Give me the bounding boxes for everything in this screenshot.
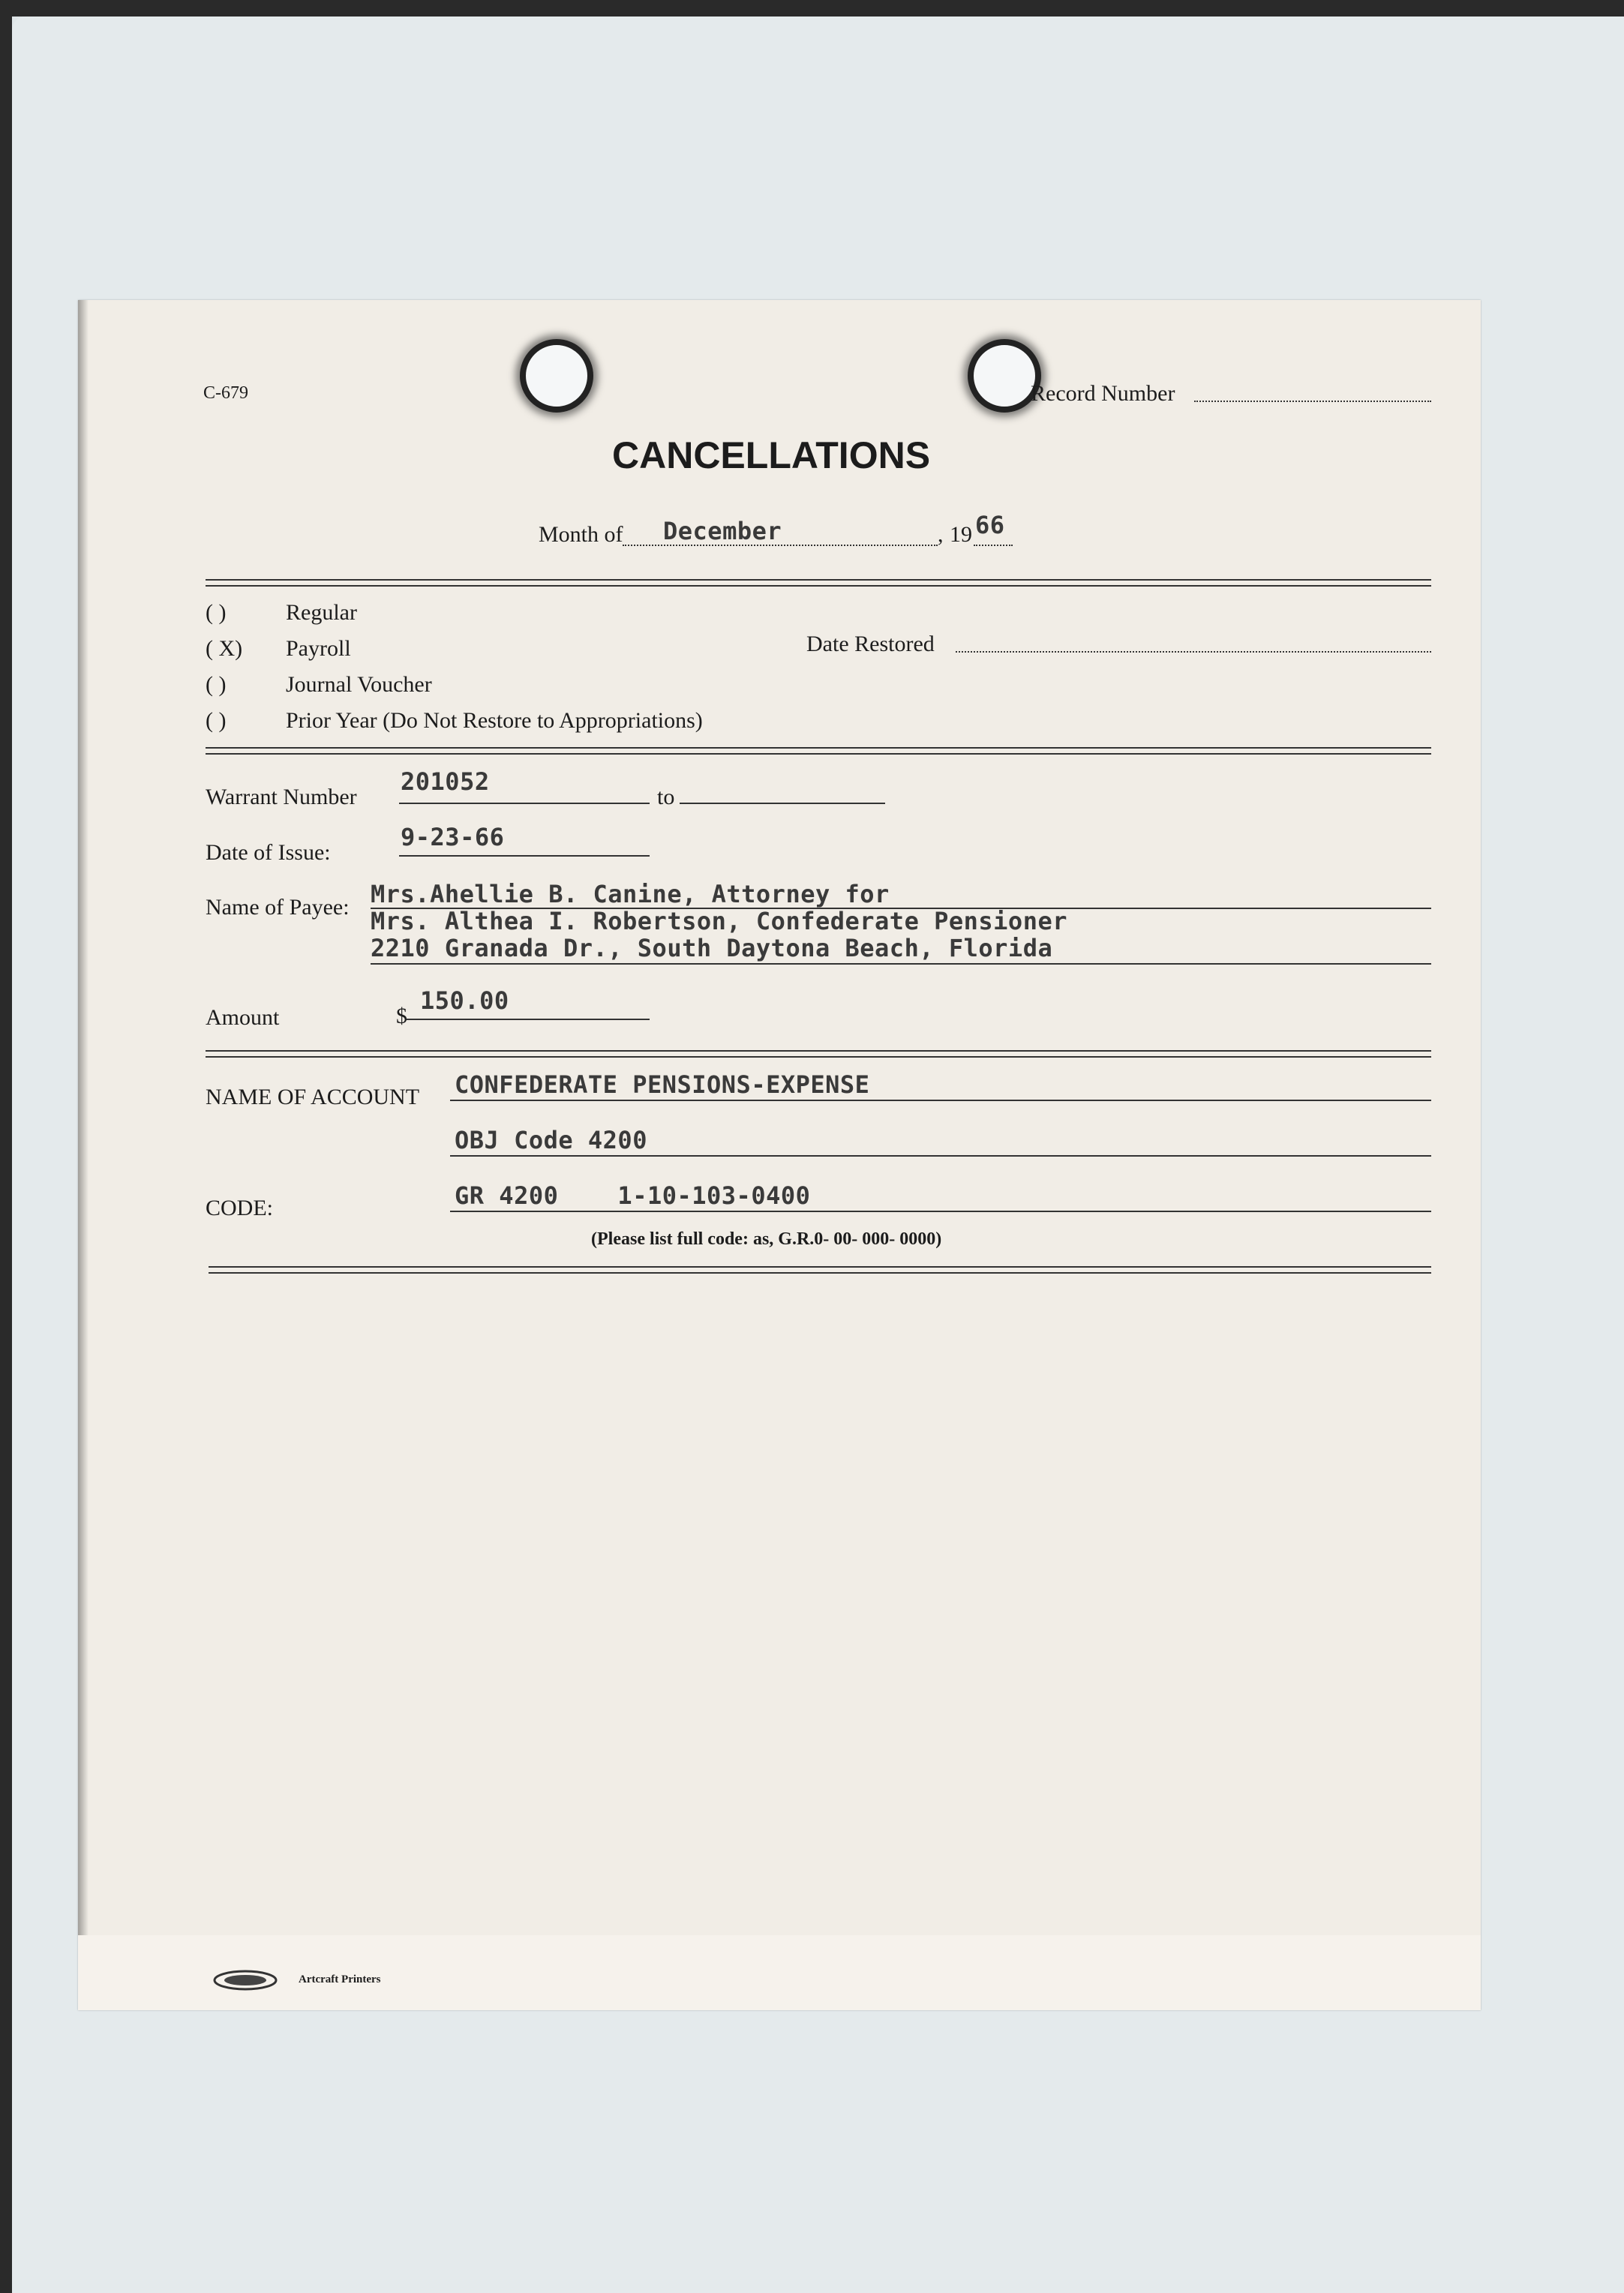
checkbox-prior-year: ( ): [206, 708, 227, 733]
checkbox-journal-voucher: ( ): [206, 672, 227, 697]
divider-2: [206, 747, 1431, 755]
code-note: (Please list full code: as, G.R.0- 00- 000- 0000): [591, 1229, 942, 1249]
year-line: [974, 545, 1013, 546]
payee-rule-2: [371, 963, 1431, 965]
account-line: [450, 1100, 1431, 1101]
code-value: GR 4200 1-10-103-0400: [455, 1181, 811, 1210]
warrant-number-value: 201052: [401, 767, 490, 796]
date-restored-label: Date Restored: [806, 632, 935, 656]
checkbox-regular-label: Regular: [286, 600, 357, 625]
obj-code-value: OBJ Code 4200: [455, 1126, 647, 1154]
amount-value: 150.00: [420, 986, 509, 1015]
paper-shadow: [78, 300, 89, 1935]
punch-hole-left: [520, 339, 593, 413]
paper-footer-strip: [78, 1935, 1481, 2010]
month-label: Month of: [539, 522, 623, 547]
month-value: December: [663, 517, 782, 545]
code-line: [450, 1211, 1431, 1212]
year-prefix: 19: [950, 522, 972, 547]
warrant-to-label: to: [657, 785, 675, 809]
scan-edge-left: [0, 0, 12, 2293]
amount-currency: $: [396, 1004, 407, 1028]
warrant-to-line: [680, 803, 885, 804]
record-number-label: Record Number: [1031, 381, 1175, 406]
payee-line-2: Mrs. Althea I. Robertson, Confederate Pensioner: [371, 907, 1067, 935]
divider-4: [209, 1266, 1431, 1274]
checkbox-journal-voucher-label: Journal Voucher: [286, 672, 432, 697]
account-value: CONFEDERATE PENSIONS-EXPENSE: [455, 1070, 870, 1099]
record-number-line: [1194, 401, 1431, 402]
year-comma: ,: [938, 522, 944, 547]
printer-logo-icon: [213, 1970, 278, 1994]
date-restored-line: [956, 651, 1431, 653]
payee-label: Name of Payee:: [206, 895, 350, 920]
obj-code-line: [450, 1155, 1431, 1157]
printer-name: Artcraft Printers: [299, 1973, 381, 1985]
date-of-issue-line: [399, 855, 650, 857]
checkbox-payroll: ( X): [206, 636, 243, 661]
checkbox-regular: ( ): [206, 600, 227, 625]
checkbox-payroll-label: Payroll: [286, 636, 351, 661]
form-number: C-679: [203, 383, 248, 403]
date-of-issue-label: Date of Issue:: [206, 840, 331, 865]
scan-edge-top: [0, 0, 1624, 17]
account-label: NAME OF ACCOUNT: [206, 1085, 420, 1109]
divider-1: [206, 579, 1431, 587]
warrant-number-label: Warrant Number: [206, 785, 357, 809]
payee-line-1: Mrs.Ahellie B. Canine, Attorney for: [371, 880, 890, 908]
month-line: [623, 545, 938, 546]
form-page: [78, 300, 1481, 2010]
year-value: 66: [975, 511, 1005, 539]
code-label: CODE:: [206, 1196, 273, 1220]
payee-line-3: 2210 Granada Dr., South Daytona Beach, Florida: [371, 934, 1053, 962]
form-title: CANCELLATIONS: [612, 434, 931, 476]
checkbox-prior-year-label: Prior Year (Do Not Restore to Appropriations): [286, 708, 703, 733]
warrant-number-line: [399, 803, 650, 804]
amount-label: Amount: [206, 1005, 280, 1030]
date-of-issue-value: 9-23-66: [401, 823, 505, 851]
amount-line: [407, 1019, 650, 1020]
divider-3: [206, 1050, 1431, 1058]
